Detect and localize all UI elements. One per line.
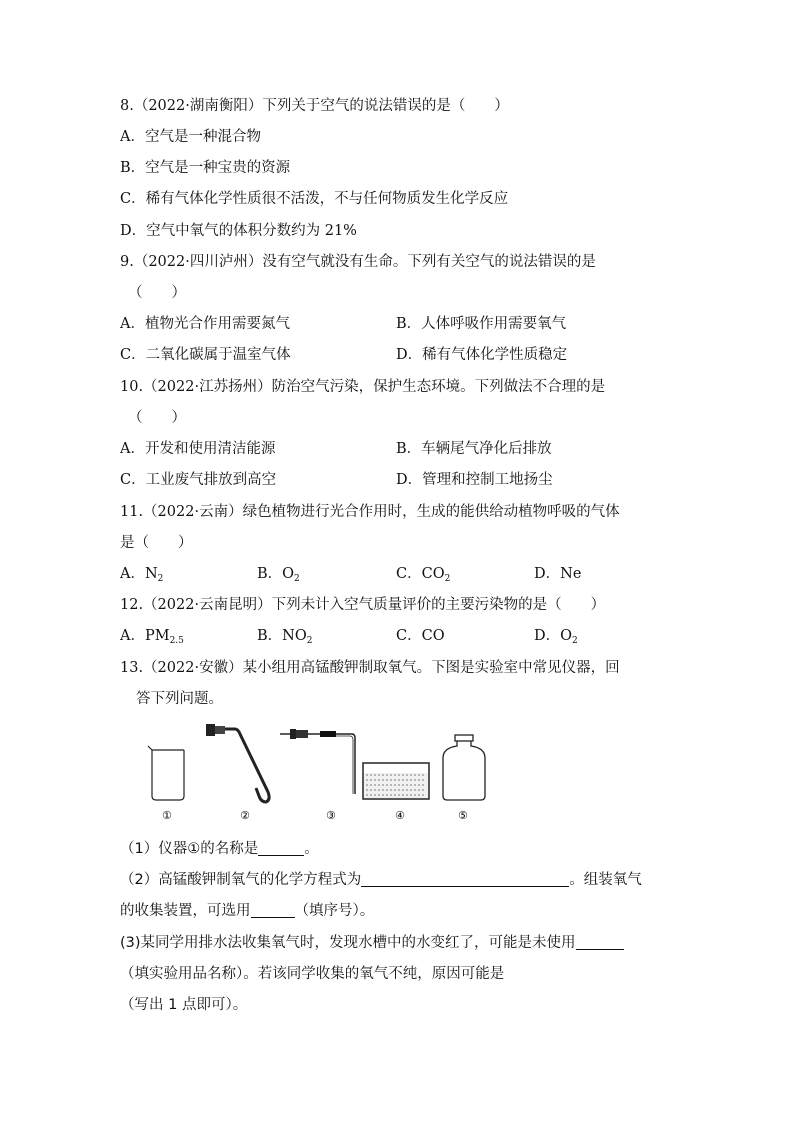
label-2: ② — [240, 809, 250, 822]
q8-option-a: A．空气是一种混合物 — [120, 129, 261, 145]
q10-option-b: B．车辆尾气净化后排放 — [396, 441, 552, 457]
q9-option-c: C．二氧化碳属于温室气体 — [120, 347, 291, 363]
label-1: ① — [162, 809, 172, 822]
q9-answer-paren: （ ） — [128, 285, 186, 301]
water-trough-icon — [363, 763, 429, 799]
beaker-icon — [148, 746, 184, 800]
label-3: ③ — [326, 809, 336, 822]
q8-option-b: B．空气是一种宝贵的资源 — [120, 160, 291, 176]
q9-option-a: A．植物光合作用需要氮气 — [120, 316, 290, 332]
lab-apparatus-figure — [140, 716, 490, 822]
q12-option-a: A．$PM_{2.5}$ — [120, 628, 184, 646]
q13-stem-cont: 答下列问题。 — [136, 691, 223, 707]
q13-part3: (3)某同学用排水法收集氧气时，发现水槽中的水变红了，可能是未使用 — [120, 934, 624, 952]
q11-option-b: B．$O_2$ — [257, 566, 300, 584]
q10-answer-paren: （ ） — [128, 410, 186, 426]
q9-option-d: D．稀有气体化学性质稳定 — [396, 347, 568, 363]
answer-blank-1[interactable] — [258, 841, 304, 856]
q10-stem: 10.（2022·江苏扬州）防治空气污染，保护生态环境。下列做法不合理的是 — [120, 379, 606, 395]
q10-option-c: C．工业废气排放到高空 — [120, 472, 277, 488]
stopper-delivery-tube-icon — [280, 729, 355, 794]
label-5: ⑤ — [458, 809, 468, 822]
q12-option-d: D．$O_2$ — [534, 628, 578, 646]
q11-option-a: A．$N_2$ — [120, 566, 164, 584]
q11-stem-cont: 是（ ） — [120, 535, 193, 551]
q10-option-a: A．开发和使用清洁能源 — [120, 441, 276, 457]
q13-part2: （2）高锰酸钾制氧气的化学方程式为 。组装氧气 — [120, 872, 642, 888]
q9-option-b: B．人体呼吸作用需要氧气 — [396, 316, 567, 332]
q13-stem: 13.（2022·安徽）某小组用高锰酸钾制取氧气。下图是实验室中常见仪器，回 — [120, 660, 620, 676]
q13-part3-cont: （填实验用品名称）。若该同学收集的氧气不纯，原因可能是 — [120, 966, 505, 982]
q12-option-b: B．$NO_2$ — [257, 628, 313, 646]
stopper-bent-tube-icon — [206, 724, 269, 802]
answer-blank-2[interactable] — [361, 872, 569, 887]
q10-option-d: D．管理和控制工地扬尘 — [396, 472, 553, 488]
answer-blank-3[interactable] — [251, 903, 295, 918]
answer-blank-4[interactable] — [576, 935, 624, 950]
q13-part1: （1）仪器①的名称是 。 — [120, 841, 319, 857]
q11-option-d: D．Ne — [534, 566, 582, 582]
q11-stem: 11.（2022·云南）绿色植物进行光合作用时，生成的能供给动植物呼吸的气体 — [120, 504, 620, 520]
gas-bottle-icon — [443, 735, 485, 800]
q13-part3-end: （写出 1 点即可）。 — [120, 997, 248, 1013]
q8-option-c: C．稀有气体化学性质很不活泼，不与任何物质发生化学反应 — [120, 191, 509, 207]
label-4: ④ — [395, 809, 405, 822]
q13-part2-cont: 的收集装置，可选用 （填序号）。 — [120, 903, 375, 919]
q8-stem: 8.（2022·湖南衡阳）下列关于空气的说法错误的是（ ） — [120, 98, 509, 114]
q12-stem: 12.（2022·云南昆明）下列未计入空气质量评价的主要污染物的是（ ） — [120, 597, 606, 613]
q12-option-c: C．CO — [396, 628, 445, 644]
q11-option-c: C．$CO_2$ — [396, 566, 451, 584]
q9-stem: 9.（2022·四川泸州）没有空气就没有生命。下列有关空气的说法错误的是 — [120, 254, 596, 270]
q8-option-d: D．空气中氧气的体积分数约为 21% — [120, 223, 357, 239]
